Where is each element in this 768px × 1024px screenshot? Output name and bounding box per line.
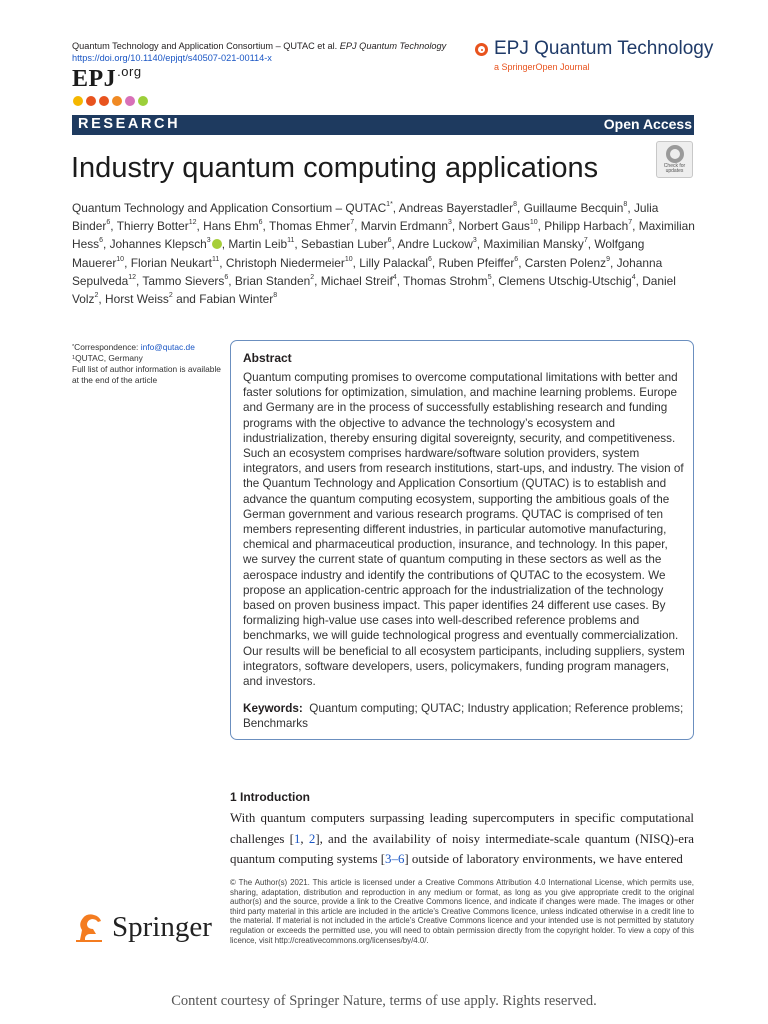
author-affiliation-sup: 6: [514, 255, 519, 263]
author[interactable]: [361, 219, 452, 233]
keywords-label: Keywords:: [243, 702, 303, 715]
author-name: Ruben Pfeiffer: [438, 255, 515, 270]
article-title: Industry quantum computing applications: [71, 152, 599, 184]
author-affiliation-sup: 2: [168, 292, 173, 300]
author-name: Clemens Utschig-Utschig: [498, 273, 632, 288]
intro-text-part: ], and the availability of noisy intermediate-scale quantum (NISQ)-era quantum computing systems [: [230, 831, 694, 867]
author-affiliation-sup: 4: [631, 273, 636, 281]
author-name: Michael Streif: [320, 273, 393, 288]
author-affiliation-sup: 12: [188, 219, 197, 227]
abstract-text: Quantum computing promises to overcome computational limitations with better and faster solutions for optimization, simulation, and machine learning problems. Europe and Germany are in the process of successfully establishing research and funding programs with the objective to advance the technology’s ecosystem and industrialization, thereby ensuring digital sovereignty, security, and competitiveness. Such an ecosystem comprises hardware/software solution providers, system integrators, and users from research institutions, start-ups, and industry. The vision of the Quantum Technology and Application Consortium (QUTAC) is to establish and advance the quantum computing ecosystem, supporting the ambitious goals of the German government and various research programs. QUTAC is comprised of ten members representing different industries, in particular automotive manufacturing, chemical and pharmaceutical production, insurance, and technology. In this paper, we survey the current state of quantum computing in these sectors as well as the aerospace industry and identify the contributions of QUTAC to the ecosystem. We propose an application-centric approach for the industrialization of the technology based on proven business impact. This paper identifies 24 different use cases. By formalizing high-value use cases into well-described reference problems and benchmarks, we will guide technological progress and eventually commercialization. Our results will be beneficial to all ecosystem participants, including suppliers, system integrators, software developers, users, policymakers, funding program managers, and investors.: [243, 371, 685, 689]
check-updates-icon: [666, 145, 684, 163]
author[interactable]: [117, 219, 197, 233]
author-affiliation-sup: 11: [287, 237, 295, 245]
author-affiliation-sup: 3: [447, 219, 452, 227]
correspondence-email[interactable]: info@qutac.de: [140, 342, 195, 352]
author-affiliation-sup: 1*: [386, 201, 393, 208]
author-name: Fabian Winter: [199, 292, 274, 307]
author[interactable]: [226, 256, 353, 270]
author-affiliation-sup: 9: [606, 255, 610, 263]
author[interactable]: [110, 237, 222, 251]
author-affiliation-sup: 6: [224, 273, 229, 281]
author-affiliation-sup: 10: [529, 219, 538, 227]
license-text: © The Author(s) 2021. This article is licensed under a Creative Commons Attribution 4.0 International License, which permits use, sharing, adaptation, distribution and reproduction in any medium or format, as long as you give appropriate credit to the original author(s) and the source, provide a link to the Creative Commons licence, and indicate if changes were made. The images or other third party material in this article are included in the article’s Creative Commons licence, unless indicated otherwise in a credit line to the material. If material is not included in the article’s Creative Commons licence and your intended use is not permitted by statutory regulation or exceeds the permitted use, you will need to obtain permission directly from the copyright holder. To view a copy of this licence, visit http://creativecommons.org/licenses/by/4.0/.: [230, 878, 694, 945]
epj-logo-dots: [73, 96, 148, 106]
keywords-list: Quantum computing; QUTAC; Industry application; Reference problems; Benchmarks: [243, 702, 684, 731]
author-name: Tammo Sievers: [142, 273, 225, 288]
author-name: Marvin Erdmann: [360, 219, 448, 234]
logo-dot: [125, 96, 135, 106]
author-name: Philipp Harbach: [544, 219, 629, 234]
check-for-updates-button[interactable]: [656, 141, 693, 178]
journal-title: EPJ Quantum Technology: [494, 38, 714, 59]
logo-dot: [99, 96, 109, 106]
author-info-note: Full list of author information is available at the end of the article: [72, 364, 221, 385]
author-affiliation-sup: 6: [99, 237, 103, 245]
author[interactable]: [524, 201, 628, 215]
author-affiliation-sup: 3: [472, 237, 477, 245]
abstract-heading: Abstract: [243, 351, 292, 365]
logo-dot: [112, 96, 122, 106]
author-name: Andreas Bayerstadler: [398, 201, 514, 215]
author[interactable]: [301, 237, 392, 251]
springer-horse-icon: [72, 910, 106, 944]
author-name: Thierry Botter: [116, 219, 189, 234]
author-list: Quantum Technology and Application Consortium – $QUTAC^{1*}$, Andreas Bayerstadler$^8$, Guillaume Becquin$^8$, Julia Binder$^6$, Thierry Botter$^{12}$, Hans Ehm$^6$, Thomas Ehmer$^7$, Marvin Erdmann$^3$, Norbert Gaus$^{10}$, Philipp Harbach$^7$, Maximilian Hess$^6$, Johannes Klepsch$^3$ , Martin Leib$^{11}$, Sebastian Luber$^6$, Andre Luckow$^3$, Maximilian Mansky$^7$, Wolfgang Mauerer$^{10}$, Florian Neukart$^{11}$, Christoph Niedermeier$^{10}$, Lilly Palackal$^6$, Ruben Pfeiffer$^6$, Carsten Polenz$^9$, Johanna Sepulveda$^{12}$, Tammo Sievers$^6$, Brian Standen$^2$, Michael Streif$^4$, Thomas Strohm$^5$, Clemens Utschig-Utschig$^4$, Daniel Volz$^2$, Horst Weiss$^2$ and Fabian Winter$^8$: [72, 201, 695, 307]
citation-link[interactable]: 3–6: [385, 852, 405, 867]
orcid-icon[interactable]: [212, 239, 222, 249]
author-affiliation-sup: 7: [350, 219, 355, 227]
author-affiliation-sup: 2: [310, 273, 315, 281]
logo-dot: [73, 96, 83, 106]
author-affiliation-sup: 8: [273, 292, 278, 300]
author-name: Norbert Gaus: [458, 219, 530, 234]
springer-wordmark: Springer: [112, 910, 212, 943]
springer-logo: [72, 910, 212, 944]
author-name: Carsten Polenz: [524, 255, 607, 270]
author-name: Martin Leib: [228, 237, 288, 252]
epj-logo-suffix: .org: [117, 64, 142, 79]
affiliation-sup: 1: [72, 355, 76, 361]
author[interactable]: [483, 237, 587, 251]
author[interactable]: [105, 292, 173, 306]
springeropen-icon: [475, 43, 488, 56]
citation-authors: Quantum Technology and Application Consortium – QUTAC et al.: [72, 41, 338, 51]
author[interactable]: [321, 274, 397, 288]
keywords: [243, 701, 685, 731]
author-affiliation-sup: 10: [116, 255, 125, 263]
author[interactable]: [498, 274, 635, 288]
author-name: Sebastian Luber: [301, 237, 388, 252]
author-affiliation-sup: 6: [387, 237, 392, 245]
author[interactable]: [399, 201, 517, 215]
author-affiliation-sup: 11: [211, 255, 220, 263]
author-name: Hans Ehm: [203, 219, 259, 234]
intro-text-part: With quantum computers surpassing leading supercomputers in specific computational challenges [: [230, 811, 694, 846]
author[interactable]: [438, 256, 518, 270]
author[interactable]: [398, 237, 477, 251]
author-name: Johanna Sepulveda: [72, 255, 663, 288]
author[interactable]: [142, 274, 228, 288]
author-name: Lilly Palackal: [359, 255, 428, 270]
author-affiliation-sup: 6: [106, 219, 111, 227]
correspondence-note: *Correspondence: info@qutac.de $^1$QUTAC, Germany Full list of author information is available at the end of the article: [72, 342, 221, 385]
author-name: Guillaume Becquin: [523, 201, 624, 215]
intro-text-part: ,: [300, 831, 309, 846]
section-label: RESEARCH: [78, 116, 181, 132]
affiliation: QUTAC, Germany: [75, 353, 143, 363]
author-affiliation-sup: 12: [128, 273, 136, 281]
author-name: Maximilian Mansky: [483, 237, 584, 252]
author-name: Christoph Niedermeier: [225, 255, 345, 270]
author-name: Johannes Klepsch: [109, 237, 207, 252]
author-affiliation-sup: 8: [623, 201, 628, 208]
epj-logo-text: EPJ: [72, 66, 117, 92]
author-name: Horst Weiss: [105, 292, 169, 307]
author[interactable]: [403, 274, 492, 288]
author-name: Brian Standen: [234, 273, 311, 288]
author-name: Florian Neukart: [130, 255, 212, 270]
author-affiliation-sup: 3: [206, 237, 211, 245]
author[interactable]: [269, 219, 354, 233]
author-affiliation-sup: 6: [427, 255, 432, 263]
author-affiliation-sup: 2: [94, 292, 99, 300]
citation-link[interactable]: 2: [308, 831, 316, 846]
author[interactable]: [544, 219, 632, 233]
intro-text-part: ] outside of laboratory environments, we have entered: [404, 852, 683, 867]
journal-subtitle: a SpringerOpen Journal: [494, 62, 590, 72]
author-name: Julia Binder: [72, 201, 659, 234]
author-affiliation-sup: 8: [513, 201, 517, 208]
author[interactable]: [459, 219, 538, 233]
logo-dot: [86, 96, 96, 106]
author-affiliation-sup: 7: [628, 219, 633, 227]
author[interactable]: [525, 256, 610, 270]
correspondence-label: Correspondence:: [74, 342, 139, 352]
author-name: Maximilian Hess: [72, 219, 695, 252]
author-name: Thomas Ehmer: [268, 219, 351, 234]
author[interactable]: [235, 274, 314, 288]
author-name: Andre Luckow: [397, 237, 473, 252]
introduction-text: [230, 808, 694, 870]
author-affiliation-sup: 6: [258, 219, 263, 227]
author-name: Thomas Strohm: [403, 273, 488, 288]
author-affiliation-sup: 10: [344, 255, 353, 263]
open-access-label: Open Access: [603, 116, 692, 132]
author-affiliation-sup: 4: [392, 273, 397, 281]
author[interactable]: [72, 201, 393, 215]
author[interactable]: [131, 256, 220, 270]
author[interactable]: [199, 292, 277, 306]
author[interactable]: [228, 237, 294, 251]
citation-journal: EPJ Quantum Technology: [339, 41, 447, 51]
author[interactable]: [359, 256, 432, 270]
epj-logo[interactable]: [72, 66, 142, 93]
citation-link[interactable]: 1: [293, 831, 301, 846]
journal-brand[interactable]: [475, 38, 713, 60]
author-name: Quantum Technology and Application Consortium – QUTAC: [72, 201, 387, 215]
logo-dot: [138, 96, 148, 106]
author-affiliation-sup: 5: [487, 273, 492, 281]
check-updates-label: Check for updates: [663, 162, 686, 174]
running-header: [72, 41, 446, 51]
author-affiliation-sup: 7: [583, 237, 588, 245]
page-footer: Content courtesy of Springer Nature, terms of use apply. Rights reserved.: [171, 993, 597, 1009]
author[interactable]: [203, 219, 262, 233]
author-name: Wolfgang Mauerer: [72, 237, 645, 270]
doi-link[interactable]: https://doi.org/10.1140/epjqt/s40507-021-00114-x: [72, 53, 272, 63]
author-name: Daniel Volz: [72, 273, 676, 307]
introduction-heading: 1 Introduction: [230, 790, 310, 804]
